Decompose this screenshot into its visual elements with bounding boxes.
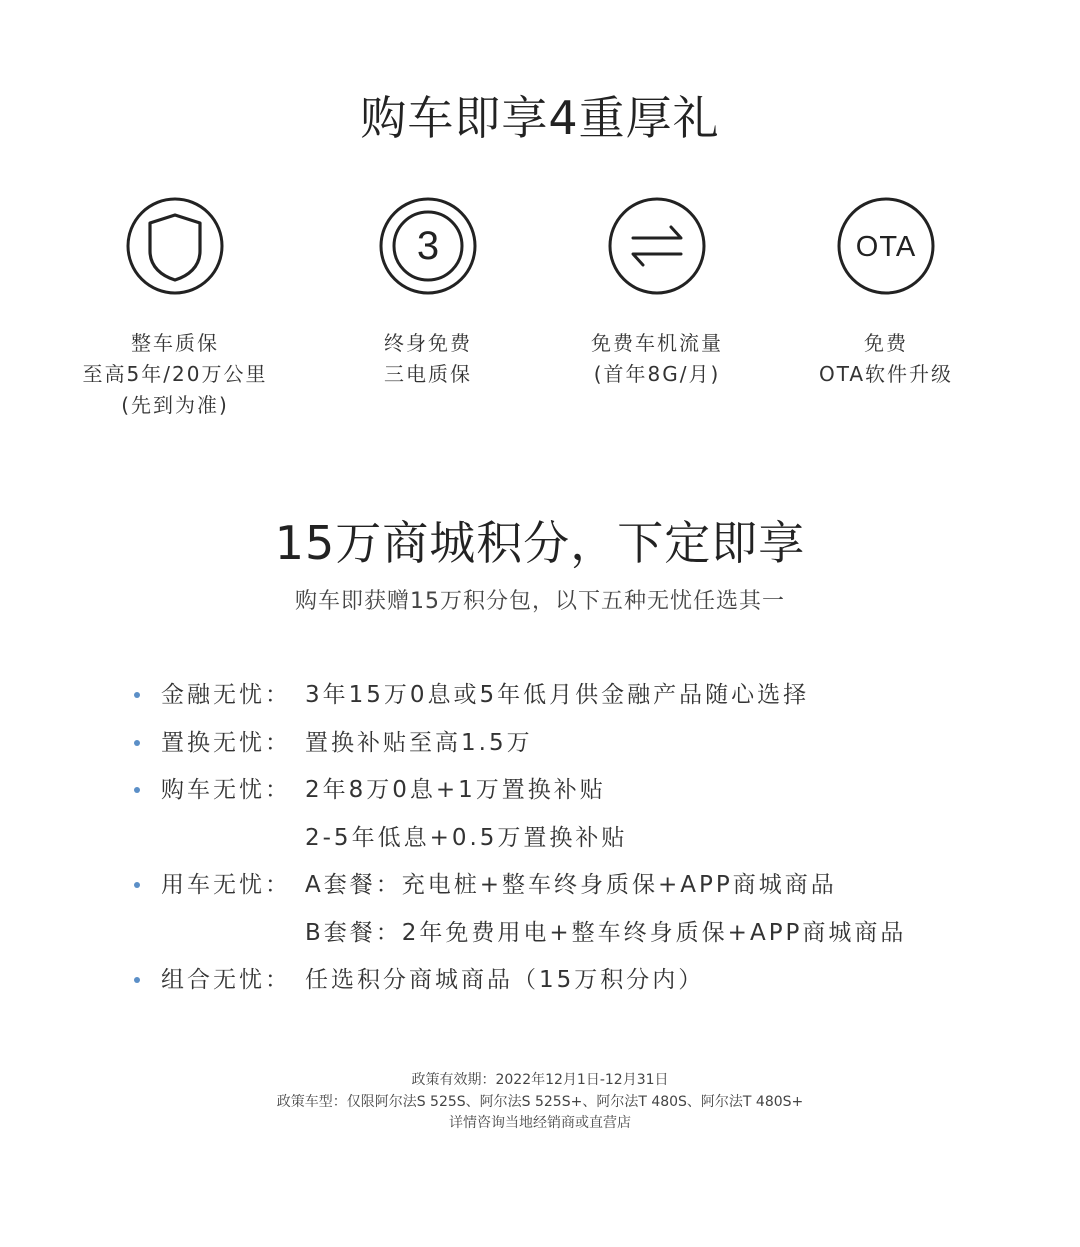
- benefit-line: 至高5年/20万公里: [82, 362, 268, 386]
- benefit-line: (首年8G/月): [593, 362, 721, 386]
- option-text: 2-5年低息+0.5万置换补贴: [305, 824, 628, 851]
- bullet-dot-icon: [134, 787, 140, 793]
- bullet-dot-icon: [134, 692, 140, 698]
- number-3-glyph: 3: [416, 224, 440, 268]
- benefit-line: 三电质保: [384, 362, 472, 386]
- option-text: 3年15万0息或5年低月供金融产品随心选择: [305, 682, 810, 708]
- list-item: [134, 672, 1034, 720]
- option-text: 2年8万0息+1万置换补贴: [305, 777, 606, 803]
- benefit-line: 免费车机流量: [591, 331, 723, 355]
- option-text: 任选积分商城商品（15万积分内）: [305, 967, 705, 993]
- option-text: A套餐：充电桩+整车终身质保+APP商城商品: [305, 872, 837, 898]
- benefit-line: (先到为准): [121, 393, 229, 417]
- list-item: [134, 720, 1034, 768]
- bullet-dot-icon: [134, 740, 140, 746]
- list-item: [134, 767, 1034, 815]
- points-title: 15万商城积分，下定即享: [274, 516, 806, 570]
- option-label: 金融无忧：: [161, 682, 291, 708]
- option-text: B套餐：2年免费用电+整车终身质保+APP商城商品: [305, 919, 907, 946]
- policy-validity: 政策有效期：2022年12月1日-12月31日: [411, 1072, 669, 1088]
- list-item-continued: [134, 910, 1034, 958]
- list-item-continued: [134, 815, 1034, 863]
- ota-icon: [836, 196, 936, 296]
- bullet-dot-icon: [134, 977, 140, 983]
- option-text: 置换补贴至高1.5万: [305, 729, 533, 756]
- page-title: 购车即享4重厚礼: [360, 91, 720, 145]
- points-subtitle: 购车即获赠15万积分包，以下五种无忧任选其一: [295, 589, 785, 614]
- swap-arrows-icon: [607, 196, 707, 296]
- option-label: 购车无忧：: [161, 777, 291, 803]
- benefit-line: 终身免费: [384, 331, 472, 355]
- bullet-dot-icon: [134, 882, 140, 888]
- option-label: 用车无忧：: [161, 872, 291, 898]
- number-3-icon: [378, 196, 478, 296]
- benefit-warranty: [35, 196, 315, 421]
- shield-icon: [125, 196, 225, 296]
- policy-contact: 详情咨询当地经销商或直营店: [449, 1115, 631, 1131]
- benefit-line: 免费: [864, 331, 908, 355]
- policy-models: 政策车型：仅限阿尔法S 525S、阿尔法S 525S+、阿尔法T 480S、阿尔法T 480S+: [276, 1093, 804, 1110]
- ota-glyph: OTA: [855, 231, 917, 263]
- benefit-line: 整车质保: [131, 331, 219, 355]
- benefit-line: OTA软件升级: [818, 362, 954, 386]
- benefit-ota: [746, 196, 1026, 390]
- footer-notes: [0, 1070, 1080, 1135]
- options-list: [134, 672, 1034, 1005]
- option-label: 组合无忧：: [161, 967, 291, 993]
- list-item: [134, 862, 1034, 910]
- list-item: [134, 957, 1034, 1005]
- option-label: 置换无忧：: [161, 729, 291, 756]
